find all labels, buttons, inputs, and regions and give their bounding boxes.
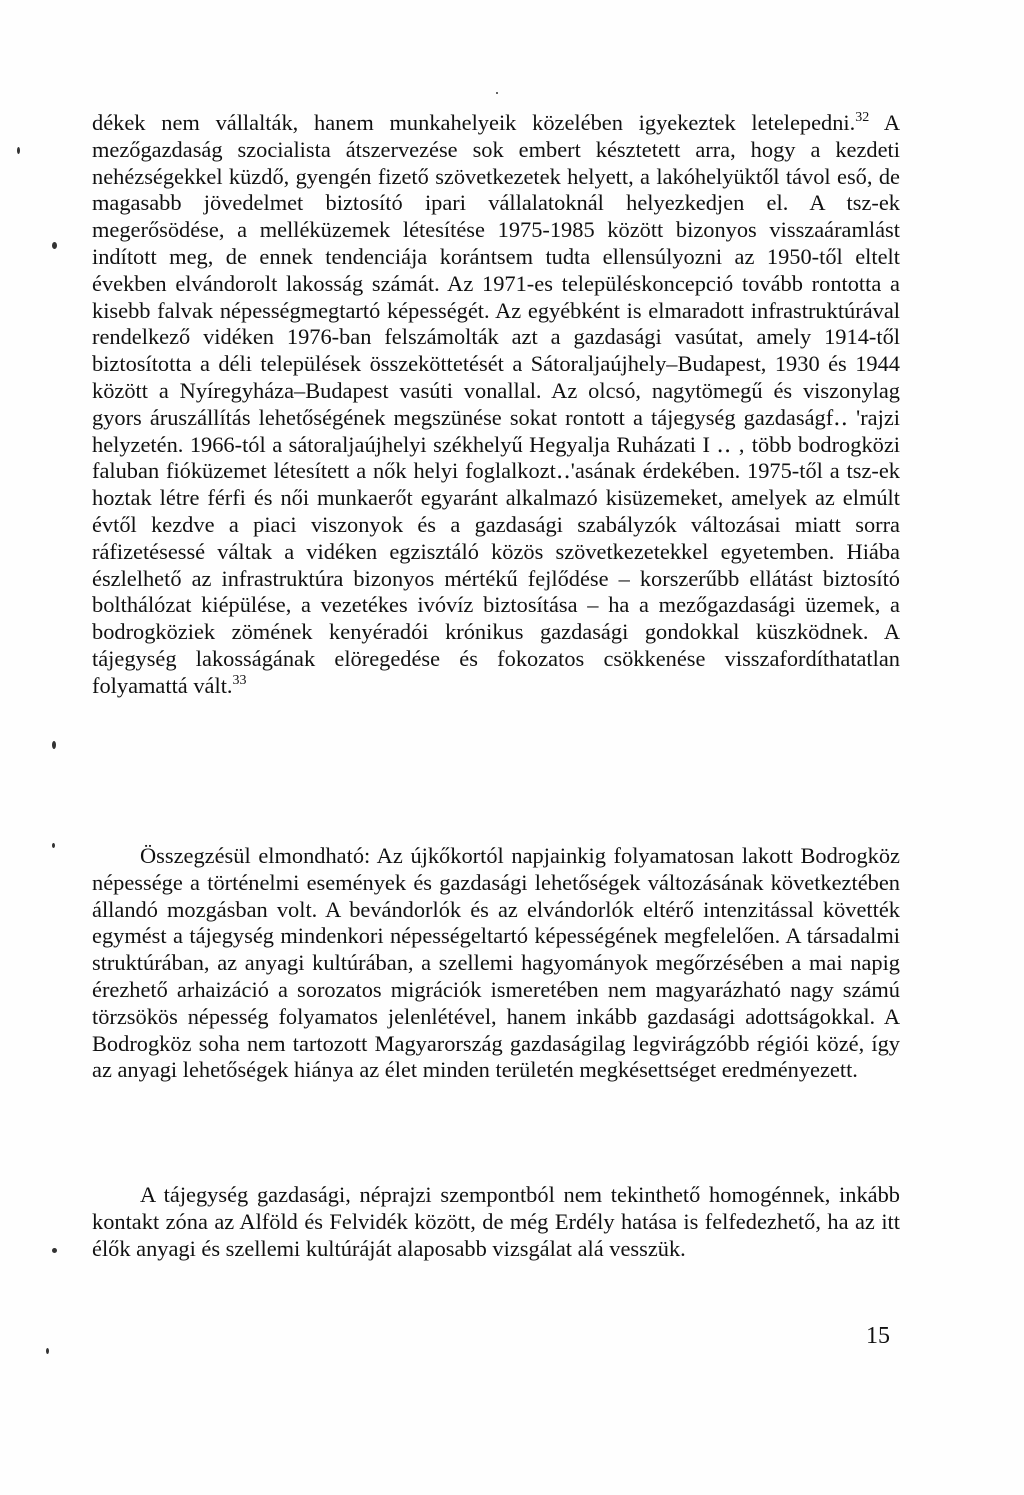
- scan-speck: [52, 843, 55, 848]
- paragraph-1-text-continued: A mezőgazdaság szocialista átszervezése sok embert késztetett arra, hogy a kezdeti nehézségekkel küzdő, gyengén fizető szövetkezetek helyett, a lakóhelyüktől távol eső, de magasabb jövedelmet biztosító ipari vállalatoknál helyezkedjen el. A tsz-ek megerősödése, a melléküzemek létesítése 1975-1985 között bizonyos visszaáramlást indított meg, de ennek tendenciája korántsem tudta ellensúlyozni az 1950-től eltelt években elvándorolt lakosság számát. Az 1971-es településkoncepció tovább rontotta a kisebb falvak népességmegtartó képességét. Az egyébként is elmaradott infrastruktúrával rendelkező vidéken 1976-ban felszámolták azt a gazdasági vasútat, amely 1914-től biztosította a déli települések összeköttetését a Sátoraljaújhely–Budapest, 1930 és 1944 között a Nyíregyháza–Budapest vasúti vonallal. Az olcsó, nagytömegű és viszonylag gyors áruszállítás lehetőségének megszünése sokat rontott a tájegység gazdaságf‥ 'rajzi helyzetén. 1966-tól a sátoraljaújhelyi székhelyű Hegyalja Ruházati I ‥ ‚ több bodrogközi faluban fióküzemet létesített a nők helyi foglalkozt‥'asának érdekében. 1975-től a tsz-ek hoztak létre férfi és női munkaerőt egyaránt alkalmazó kisüzemeket, amelyek az elmúlt évtől kezdve a piaci viszonyok és a gazdasági szabályzók változásai miatt sorra ráfizetésessé váltak a vidéken egzisztáló közös szövetkezetekkel egyetemben. Hiába észlelhető az infrastruktúra bizonyos mértékű fejlődése – korszerűbb ellátást biztosító bolthálózat kiépülése, a vezetékes ivóvíz biztosítása – ha a mezőgazdasági üzemek, a bodrogköziek zömének kenyéradói krónikus gazdasági gondokkal küszködnek. A tájegység lakosságának elöregedése és fokozatos csökkenése visszafordíthatatlan folyamattá vált.: [92, 110, 900, 698]
- scan-speck: [52, 1248, 57, 1253]
- scan-speck: [52, 741, 56, 749]
- scan-speck: [52, 242, 57, 249]
- scan-speck: [17, 147, 20, 154]
- paragraph-3: [92, 1182, 900, 1262]
- paragraph-1: [92, 110, 900, 700]
- paragraph-3-text: A tájegység gazdasági, néprajzi szempontból nem tekinthető homogénnek, inkább kontakt zóna az Alföld és Felvidék között, de még Erdély hatása is felfedezhető, ha az itt élők anyagi és szellemi kultúráját alaposabb vizsgálat alá vesszük.: [92, 1182, 900, 1261]
- paragraph-1-text: dékek nem vállalták, hanem munkahelyeik közelében igyekeztek letelepedni.: [92, 110, 856, 135]
- footnote-ref-32: 32: [855, 110, 870, 125]
- scan-speck: [496, 92, 498, 94]
- paragraph-2: [92, 843, 900, 1084]
- footnote-ref-33: 33: [232, 672, 247, 688]
- scan-speck: [46, 1348, 49, 1354]
- paragraph-2-text: Összegzésül elmondható: Az újkőkortól napjainkig folyamatosan lakott Bodrogköz népessége a történelmi események és gazdasági lehetőségek változásának következtében állandó mozgásban volt. A bevándorlók és az elvándorlók eltérő intenzitással követték egymést a tájegység mindenkori népességeltartó képességének megfelelően. A társadalmi struktúrában, az anyagi kultúrában, a szellemi hagyományok megőrzésében a mai napig érezhető arhaizáció a sorozatos migrációk ismeretében nem magyarázható nagy számú törzsökös népesség folyamatos jelenlétével, hanem inkább gazdasági adottságokkal. A Bodrogköz soha nem tartozott Magyarország gazdaságilag legvirágzóbb régiói közé, így az anyagi lehetőségek hiánya az élet minden területén megkésettséget eredményezett.: [92, 843, 900, 1083]
- page-number: 15: [866, 1323, 890, 1349]
